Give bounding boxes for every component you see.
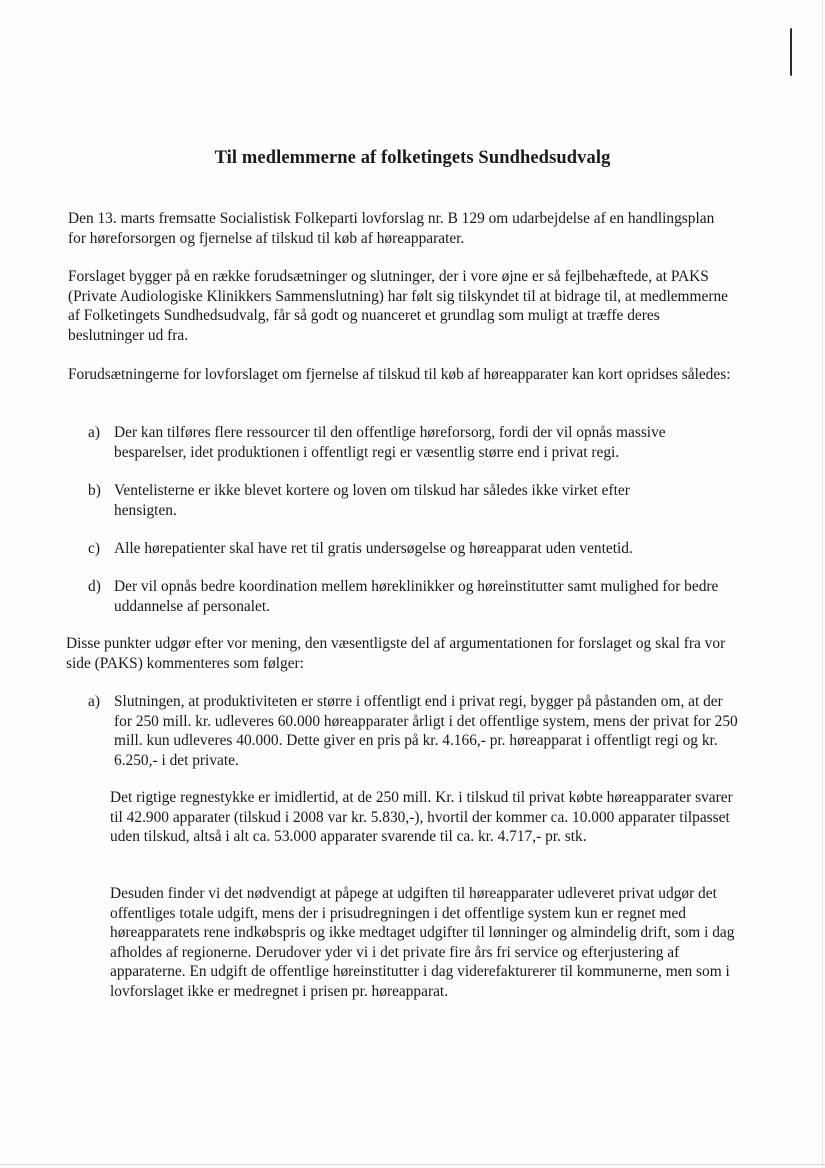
scan-edge-line [0,1164,825,1165]
scan-bracket-mark [790,28,795,76]
scan-edge-line [822,0,823,1168]
list-marker: a) [88,424,100,441]
disse-paragraph: Disse punkter udgør efter vor mening, den væsentligste del af argumentationen for forslaget og skal fra vor side (PAKS) kommenteres som følger: [66,635,726,672]
forudsaetninger-paragraph: Forudsætningerne for lovforslaget om fjernelse af tilskud til køb af høreapparater kan kort opridses således: [68,366,731,383]
comment-sub-paragraph: Desuden finder vi det nødvendigt at påpege at udgiften til høreapparater udleveret privat udgør det offentliges totale udgift, mens der i prisudregningen i det offentlige system kun er regnet med høreapparatets rene indkøbspris og ikke medtaget udgifter til lønninger og almindelig drift, som i dag afholdes af regionerne. Derudover yder vi i det private fire års fri service og efterjustering af apparaterne. En udgift de offentlige høreinstitutter i dag viderefakturerer til kommunerne, men som i lovforslaget ikke er medregnet i prisen pr. høreapparat. [110,885,735,1000]
list-marker: a) [88,693,100,710]
list-marker: b) [88,482,101,499]
premise-text: Alle hørepatienter skal have ret til gratis undersøgelse og høreapparat uden ventetid. [114,540,633,557]
premise-text: Der vil opnås bedre koordination mellem høreklinikker og høreinstitutter samt mulighed for bedre uddannelse af personalet. [114,578,719,615]
premise-text: Ventelisterne er ikke blevet kortere og loven om tilskud har således ikke virket efter hensigten. [114,482,630,519]
document-title: Til medlemmerne af folketingets Sundhedsudvalg [214,148,611,168]
forslaget-paragraph: Forslaget bygger på en række forudsætninger og slutninger, der i vore øjne er så fejlbehæftede, at PAKS (Private Audiologiske Klinikkers Sammenslutning) har følt sig tilskyndet til at bidrage til, at medlemmerne af Folketingets Sundhedsudvalg, får så godt og nuanceret et grundlag som muligt at træffe deres beslutninger ud fra. [68,268,728,344]
premise-text: Der kan tilføres flere ressourcer til den offentlige høreforsorg, fordi der vil opnås massive besparelser, idet produktionen i offentligt regi er væsentlig større end i privat regi. [114,424,666,461]
list-marker: d) [88,578,101,595]
comment-sub-paragraph: Det rigtige regnestykke er imidlertid, at de 250 mill. Kr. i tilskud til privat købte høreapparater svarer til 42.900 apparater (tilskud i 2008 var kr. 5.830,-), hvortil der kommer ca. 10.000 apparater tilpasset uden tilskud, altså i alt ca. 53.000 apparater svarende til ca. kr. 4.717,- pr. stk. [110,789,733,845]
comment-text: Slutningen, at produktiviteten er større i offentligt end i privat regi, bygger på påstanden om, at der for 250 mill. kr. udleveres 60.000 høreapparater årligt i det offentlige system, mens der privat for 250 mill. kun udleveres 40.000. Dette giver en pris på kr. 4.166,- pr. høreapparat i offentligt regi og kr. 6.250,- i det private. [114,693,738,769]
list-marker: c) [88,540,100,557]
intro-paragraph: Den 13. marts fremsatte Socialistisk Folkeparti lovforslag nr. B 129 om udarbejdelse af en handlingsplan for høreforsorgen og fjernelse af tilskud til køb af høreapparater. [68,210,715,247]
